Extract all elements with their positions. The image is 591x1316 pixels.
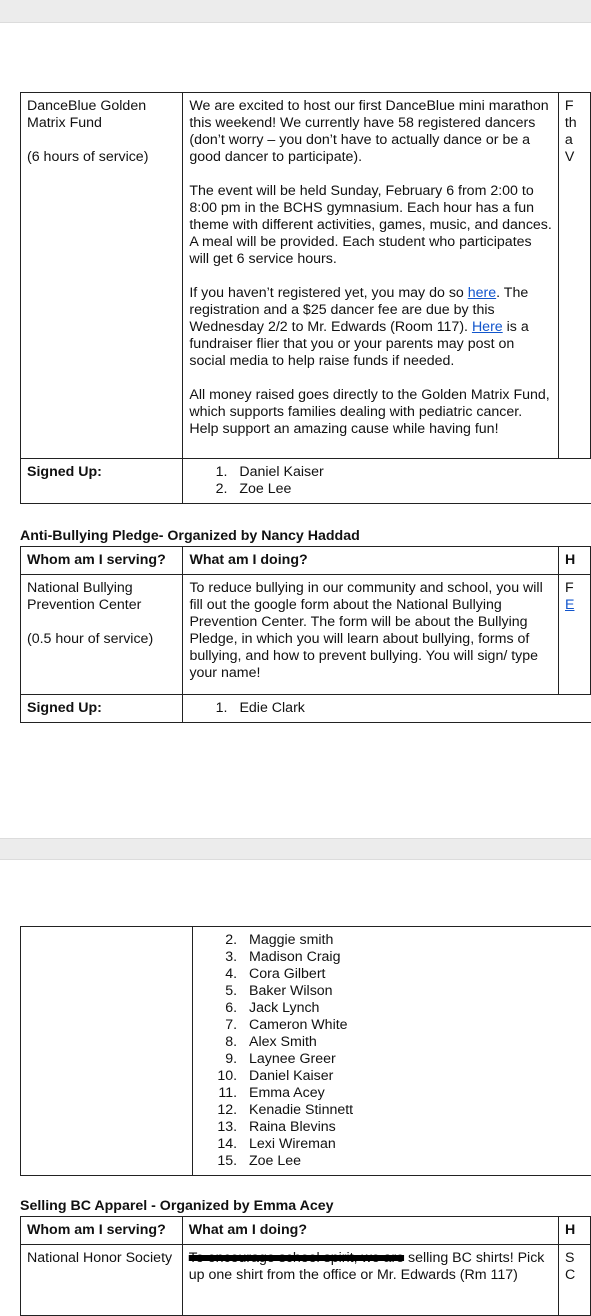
section-title: Anti-Bullying Pledge- Organized by Nancy Haddad [20,528,360,544]
signed-up-list-cell [193,927,591,1176]
list-item: 15. Zoe Lee [241,1153,585,1170]
column-header: H [558,1217,590,1245]
apparel-row [21,1245,591,1316]
danceblue-description-cell [183,93,559,459]
signed-up-list [199,932,585,1170]
header-row [21,547,591,575]
service-hours: (0.5 hour of service) [27,631,176,648]
list-item: 1. Edie Clark [231,700,584,717]
page-break-bar [0,838,591,860]
list-item: 13. Raina Blevins [241,1119,585,1136]
header-row [21,1217,591,1245]
signed-up-list-cell [183,695,591,723]
continued-row [21,927,591,1176]
apparel-table [20,1216,591,1316]
column-header: H [559,547,591,575]
signed-up-label: Signed Up: [21,459,183,504]
list-item: 12. Kenadie Stinnett [241,1102,585,1119]
signed-up-label: Signed Up: [21,695,183,723]
list-item: 14. Lexi Wireman [241,1136,585,1153]
org-name: DanceBlue Golden Matrix Fund [27,98,176,132]
paragraph: If you haven’t registered yet, you may do so here. The registration and a $25 dancer fee are due by this Wednesday 2/2 to Mr. Edwards (Room 117). Here is a fundraiser flier that you or your parents may post on social media to help raise funds if needed. [189,285,552,370]
danceblue-org-cell [21,93,183,459]
bullying-description-cell: To reduce bullying in our community and school, you will fill out the google form about the National Bullying Prevention Center. The form will be about the Bullying Pledge, in which you will learn about bullying, forms of bullying, and how to prevent bullying. You will sign/ type your name! [183,575,559,695]
list-item: 3. Madison Craig [241,949,585,966]
paragraph: The event will be held Sunday, February 6 from 2:00 to 8:00 pm in the BCHS gymnasium. Each hour has a fun theme with different activities, games, music, and dances. A meal will be provided. Each student who participates will get 6 service hours. [189,183,552,268]
paragraph: All money raised goes directly to the Golden Matrix Fund, which supports families dealing with pediatric cancer. Help support an amazing cause while having fun! [189,387,552,438]
bullying-table [20,546,591,723]
column-header: What am I doing? [183,547,559,575]
column-header: What am I doing? [182,1217,558,1245]
list-item: 7. Cameron White [241,1017,585,1034]
list-item: 2. Zoe Lee [231,481,584,498]
list-item: 1. Daniel Kaiser [231,464,584,481]
list-item: 10. Daniel Kaiser [241,1068,585,1085]
list-item: 4. Cora Gilbert [241,966,585,983]
column-header: Whom am I serving? [21,1217,183,1245]
signed-up-row [21,695,591,723]
signed-up-list [189,700,584,717]
danceblue-table [20,92,591,504]
column-header: Whom am I serving? [21,547,183,575]
list-item: 11. Emma Acey [241,1085,585,1102]
org-name: National Honor Society [21,1245,183,1316]
signed-up-row [21,459,591,504]
flier-link[interactable]: Here [472,319,503,335]
signed-up-list-cell [183,459,591,504]
bullying-row [21,575,591,695]
list-item: 5. Baker Wilson [241,983,585,1000]
org-name: National Bullying Prevention Center [27,580,176,614]
list-item: 6. Jack Lynch [241,1000,585,1017]
register-link[interactable]: here [468,285,496,301]
signed-up-list [189,464,584,498]
danceblue-row [21,93,591,459]
empty-cell [21,927,193,1176]
section-title: Selling BC Apparel - Organized by Emma Acey [20,1198,334,1214]
cut-off-column: F th a V [558,93,590,459]
continued-table [20,926,591,1176]
cut-off-column: S C [558,1245,590,1316]
paragraph: We are excited to host our first DanceBlue mini marathon this weekend! We currently have 58 registered dancers (don’t worry – you don’t have to actually dance or be a good dancer to participate). [189,98,552,166]
list-item: 8. Alex Smith [241,1034,585,1051]
apparel-description-cell: To encourage school spirit, we are selling BC shirts! Pick up one shirt from the office or Mr. Edwards (Rm 117) [182,1245,558,1316]
service-hours: (6 hours of service) [27,149,176,166]
list-item: 2. Maggie smith [241,932,585,949]
page-break-bar [0,0,591,23]
cut-off-column: F E [559,575,591,695]
struck-text: To encourage school spirit, we are [189,1250,404,1266]
list-item: 9. Laynee Greer [241,1051,585,1068]
bullying-org-cell [21,575,183,695]
